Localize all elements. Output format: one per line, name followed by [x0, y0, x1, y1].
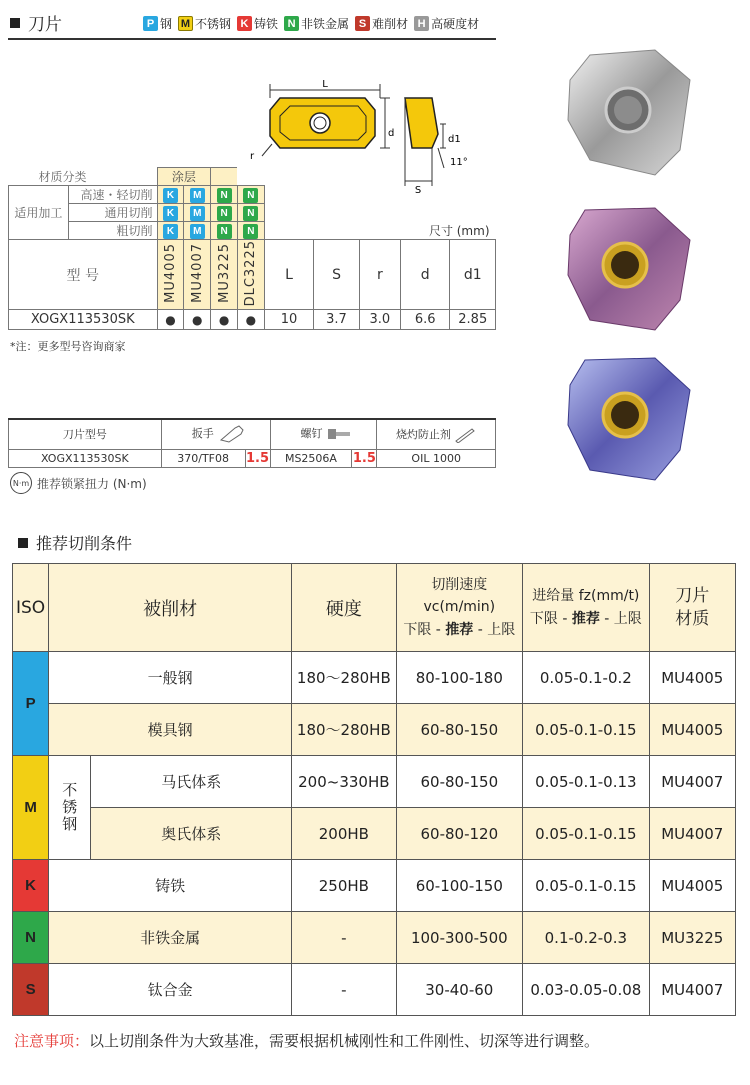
row-grade: MU4005 [649, 704, 735, 756]
legend-k [237, 15, 278, 32]
mark-mu4007: ● [184, 310, 211, 330]
row-material: 一般钢 [49, 652, 292, 704]
row-feed: 0.03-0.05-0.08 [523, 964, 650, 1016]
speed-recommend: 推荐 [445, 621, 474, 638]
material-class-header: 材质分类 [9, 168, 158, 186]
dim-angle-label: 11° [450, 157, 468, 168]
table-row [13, 704, 736, 756]
feed-header: 进给量 fz(mm/t) [532, 588, 640, 605]
row-hardness: 200~330HB [292, 756, 396, 808]
legend-m-label: 不锈钢 [195, 17, 232, 31]
legend-n [284, 15, 349, 32]
wrench-icon [217, 424, 247, 444]
insert-photo-blue [560, 350, 700, 485]
iso-s-badge: S [13, 964, 49, 1016]
row-feed: 0.05-0.1-0.15 [523, 808, 650, 860]
row-feed: 0.05-0.1-0.15 [523, 704, 650, 756]
acc-screw-cell: MS2506A [270, 449, 352, 467]
header-divider [8, 38, 496, 40]
value-L: 10 [264, 310, 314, 330]
dim-L-header: L [264, 240, 314, 310]
row-material: 钛合金 [49, 964, 292, 1016]
acc-torque-screw: 1.5 [352, 450, 376, 466]
accessory-table [8, 418, 496, 468]
row-grade: MU4007 [649, 964, 735, 1016]
iso-k-badge: K [13, 860, 49, 912]
bullet-square-icon [10, 18, 20, 28]
table-row [13, 756, 736, 808]
dim-S-header: S [314, 240, 359, 310]
dim-d1-header: d1 [450, 240, 496, 310]
screw-icon [326, 425, 352, 443]
n-badge-icon: N [284, 16, 299, 31]
row-feed: 0.05-0.1-0.2 [523, 652, 650, 704]
acc-wrench-cell: 370/TF08 [161, 449, 245, 467]
row-grade: MU3225 [649, 912, 735, 964]
legend-s [355, 15, 408, 32]
legend-s-label: 难削材 [372, 17, 409, 31]
s-badge-icon: S [355, 16, 370, 31]
acc-header-screw: 螺钉 [300, 427, 323, 441]
speed-lower: 下限 - [403, 621, 446, 638]
dim-L-label: L [322, 79, 328, 90]
row-speed: 60-100-150 [396, 860, 523, 912]
value-r: 3.0 [359, 310, 400, 330]
row-grade: MU4007 [649, 808, 735, 860]
row-speed: 80-100-180 [396, 652, 523, 704]
row-speed: 60-80-150 [396, 756, 523, 808]
table-row [13, 964, 736, 1016]
row-material: 非铁金属 [49, 912, 292, 964]
torque-legend [10, 472, 147, 494]
row-feed: 0.05-0.1-0.13 [523, 756, 650, 808]
m-badge-icon: M [178, 16, 193, 31]
cutting-note [14, 1030, 599, 1051]
speed-header: 切削速度 vc(m/min) [423, 576, 496, 616]
iso-header: ISO [13, 564, 49, 652]
legend-n-label: 非铁金属 [301, 17, 350, 31]
note-text: 以上切削条件为大致基准，需要根据机械刚性和工件刚性、切深等进行调整。 [89, 1032, 600, 1050]
acc-header-agent: 烧灼防止剂 [395, 427, 451, 441]
row-hardness: - [292, 912, 396, 964]
coating-header: 涂层 [157, 168, 211, 186]
dim-d-header: d [400, 240, 450, 310]
dim-r-header: r [359, 240, 400, 310]
row-hardness: 180～280HB [292, 704, 396, 756]
legend-p-label: 钢 [160, 17, 173, 31]
app-rough: 粗切削 [68, 222, 157, 240]
torque-icon: N·m [10, 472, 32, 494]
grade-dlc3225: DLC3225 [243, 240, 259, 307]
torque-legend-text: 推荐锁紧扭力 (N·m) [37, 476, 147, 491]
iso-p-badge: P [13, 652, 49, 756]
n-badge-icon: N [243, 206, 258, 221]
grade-mu3225: MU3225 [216, 243, 232, 304]
row-hardness: 180～280HB [292, 652, 396, 704]
p-m-badge-icon: M [190, 224, 205, 239]
acc-agent-cell: OIL 1000 [377, 449, 496, 467]
app-general: 通用切削 [68, 204, 157, 222]
row-grade: MU4005 [649, 860, 735, 912]
n-badge-icon: N [217, 188, 232, 203]
table-row [13, 808, 736, 860]
row-speed: 30-40-60 [396, 964, 523, 1016]
legend-m [178, 15, 231, 32]
feed-lower: 下限 - [529, 610, 572, 627]
row-feed: 0.1-0.2-0.3 [523, 912, 650, 964]
dim-S-label: S [414, 185, 422, 196]
row-speed: 60-80-120 [396, 808, 523, 860]
n-badge-icon: N [243, 188, 258, 203]
n-badge-icon: N [243, 224, 258, 239]
dim-r-label: r [250, 151, 255, 162]
h-badge-icon: H [414, 16, 429, 31]
iso-n-badge: N [13, 912, 49, 964]
mark-mu4005: ● [157, 310, 184, 330]
row-material: 模具钢 [49, 704, 292, 756]
row-material: 马氏体系 [91, 756, 292, 808]
value-d1: 2.85 [450, 310, 496, 330]
hardness-header: 硬度 [292, 564, 396, 652]
bullet-square-icon [18, 538, 28, 548]
row-speed: 100-300-500 [396, 912, 523, 964]
grade-mu4007: MU4007 [189, 243, 205, 304]
app-high-speed: 高速・轻切削 [68, 186, 157, 204]
material-legend [143, 15, 479, 32]
legend-p [143, 15, 172, 32]
p-k-badge-icon: K [163, 224, 178, 239]
insert-model-cell: XOGX113530SK [9, 310, 158, 330]
model-header: 型 号 [9, 240, 158, 310]
p-badge-icon: P [143, 16, 158, 31]
acc-header-wrench: 扳手 [191, 427, 214, 441]
cutting-title-text: 推荐切削条件 [36, 534, 133, 553]
insert-photo-silver [560, 40, 700, 180]
grade-header-2: 材质 [675, 608, 710, 629]
p-m-badge-icon: M [190, 188, 205, 203]
n-badge-icon: N [217, 224, 232, 239]
grade-mu4005: MU4005 [162, 243, 178, 304]
k-badge-icon: K [237, 16, 252, 31]
dim-d-label: d [388, 128, 395, 139]
row-material: 铸铁 [49, 860, 292, 912]
legend-h-label: 高硬度材 [431, 17, 480, 31]
row-grade: MU4005 [649, 652, 735, 704]
acc-header-model: 刀片型号 [9, 419, 162, 449]
iso-m-badge: M [13, 756, 49, 860]
p-k-badge-icon: K [163, 206, 178, 221]
mark-dlc3225: ● [237, 310, 264, 330]
table-row [13, 652, 736, 704]
material-header: 被削材 [49, 564, 292, 652]
section-cutting-title [18, 531, 132, 554]
insert-title-text: 刀片 [28, 15, 62, 35]
row-hardness: 200HB [292, 808, 396, 860]
row-hardness: 250HB [292, 860, 396, 912]
speed-upper: - 上限 [473, 621, 516, 638]
p-m-badge-icon: M [190, 206, 205, 221]
grade-header-1: 刀片 [675, 586, 710, 607]
insert-photo-purple [560, 200, 700, 335]
feed-range-header [523, 608, 649, 630]
value-S: 3.7 [314, 310, 359, 330]
section-insert-title [10, 10, 62, 35]
table-row [13, 860, 736, 912]
application-header: 适用加工 [9, 186, 69, 240]
insert-note: *注：更多型号咨询商家 [10, 340, 126, 353]
value-d: 6.6 [400, 310, 450, 330]
mark-mu3225: ● [211, 310, 238, 330]
acc-torque-wrench: 1.5 [246, 450, 270, 466]
table-row [13, 912, 736, 964]
p-k-badge-icon: K [163, 188, 178, 203]
acc-model-cell: XOGX113530SK [9, 449, 162, 467]
row-hardness: - [292, 964, 396, 1016]
note-label: 注意事项： [14, 1032, 90, 1050]
cutting-conditions-table [12, 563, 736, 1016]
n-badge-icon: N [217, 206, 232, 221]
oil-tube-icon [454, 427, 476, 443]
row-speed: 60-80-150 [396, 704, 523, 756]
dim-d1-label: d1 [448, 134, 461, 145]
size-unit-label: 尺寸 (mm) [264, 222, 495, 240]
speed-range-header [397, 619, 523, 641]
feed-upper: - 上限 [599, 610, 642, 627]
row-feed: 0.05-0.1-0.15 [523, 860, 650, 912]
insert-spec-table [8, 167, 496, 330]
legend-k-label: 铸铁 [254, 17, 279, 31]
row-material: 奥氏体系 [91, 808, 292, 860]
row-grade: MU4007 [649, 756, 735, 808]
stainless-sub-label: 不锈钢 [49, 756, 91, 860]
legend-h [414, 15, 479, 32]
feed-recommend: 推荐 [571, 610, 600, 627]
